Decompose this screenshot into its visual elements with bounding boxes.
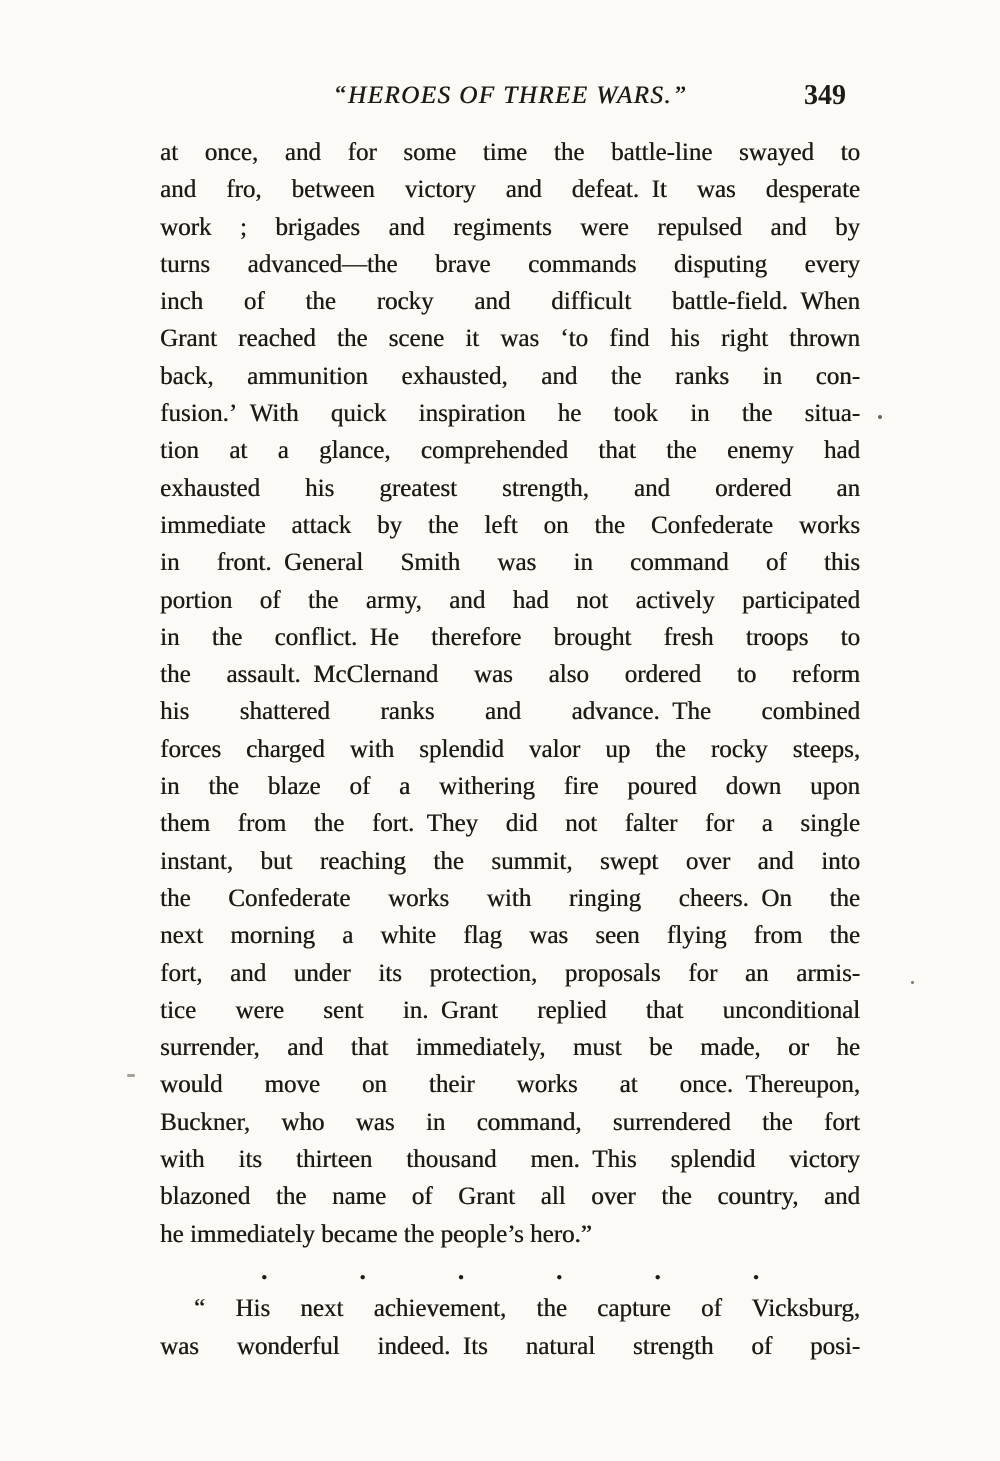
text-line: would move on their works at once. Thereupon, — [160, 1071, 860, 1099]
text-line: fusion.’ With quick inspiration he took in the situa- — [160, 400, 860, 428]
text-line: turns advanced—the brave commands disputing every — [160, 250, 860, 278]
separator-dot: . — [752, 1257, 759, 1285]
text-line: tion at a glance, comprehended that the enemy had — [160, 437, 860, 465]
text-line: in the blaze of a withering fire poured down upon — [160, 773, 860, 801]
text-line: Buckner, who was in command, surrendered the fort — [160, 1108, 860, 1136]
text-line: tice were sent in. Grant replied that unconditional — [160, 996, 860, 1024]
section-separator — [160, 1253, 860, 1290]
text-line: fort, and under its protection, proposals for an armis- — [160, 959, 860, 987]
text-line: the Confederate works with ringing cheers. On the — [160, 884, 860, 912]
text-line: next morning a white flag was seen flying from the — [160, 922, 860, 950]
text-line: forces charged with splendid valor up the rocky steeps, — [160, 735, 860, 763]
text-line: was wonderful indeed. Its natural strength of posi- — [160, 1332, 860, 1360]
text-line: them from the fort. They did not falter for a single — [160, 810, 860, 838]
text-line: back, ammunition exhausted, and the ranks in con- — [160, 362, 860, 390]
separator-dot: . — [359, 1257, 366, 1285]
separator-dot: . — [556, 1257, 563, 1285]
text-line: “ His next achievement, the capture of Vicksburg, — [194, 1295, 860, 1323]
text-line: instant, but reaching the summit, swept over and into — [160, 847, 860, 875]
paragraph — [160, 134, 860, 1253]
text-line: portion of the army, and had not actively participated — [160, 586, 860, 614]
text-line: in front. General Smith was in command of this — [160, 549, 860, 577]
separator-dot: . — [654, 1257, 661, 1285]
scan-speck — [127, 1074, 135, 1077]
text-line: in the conflict. He therefore brought fresh troops to — [160, 623, 860, 651]
text-line: surrender, and that immediately, must be made, or he — [160, 1034, 860, 1062]
separator-dots — [261, 1253, 759, 1290]
text-line: immediate attack by the left on the Confederate works — [160, 511, 860, 539]
body-text — [160, 134, 860, 1365]
text-line: at once, and for some time the battle-line swayed to — [160, 139, 860, 166]
text-line: his shattered ranks and advance. The combined — [160, 698, 860, 726]
text-line: Grant reached the scene it was ‘to find his right thrown — [160, 325, 860, 353]
text-line: exhausted his greatest strength, and ordered an — [160, 474, 860, 502]
page-number: 349 — [804, 80, 846, 111]
running-head-title: “HEROES OF THREE WARS.” — [332, 82, 688, 109]
text-line: the assault. McClernand was also ordered to reform — [160, 661, 860, 689]
running-head — [160, 80, 860, 116]
separator-dot: . — [261, 1257, 268, 1285]
paragraph — [160, 1290, 860, 1365]
text-line: blazoned the name of Grant all over the country, and — [160, 1183, 860, 1211]
text-line: inch of the rocky and difficult battle-field. When — [160, 288, 860, 316]
text-line: he immediately became the people’s hero.” — [160, 1220, 592, 1248]
separator-dot: . — [457, 1257, 464, 1285]
scan-speck — [878, 415, 882, 419]
text-line: and fro, between victory and defeat. It was desperate — [160, 176, 860, 204]
text-line: work ; brigades and regiments were repulsed and by — [160, 213, 860, 241]
text-line: with its thirteen thousand men. This splendid victory — [160, 1146, 860, 1174]
scan-speck — [911, 981, 914, 984]
